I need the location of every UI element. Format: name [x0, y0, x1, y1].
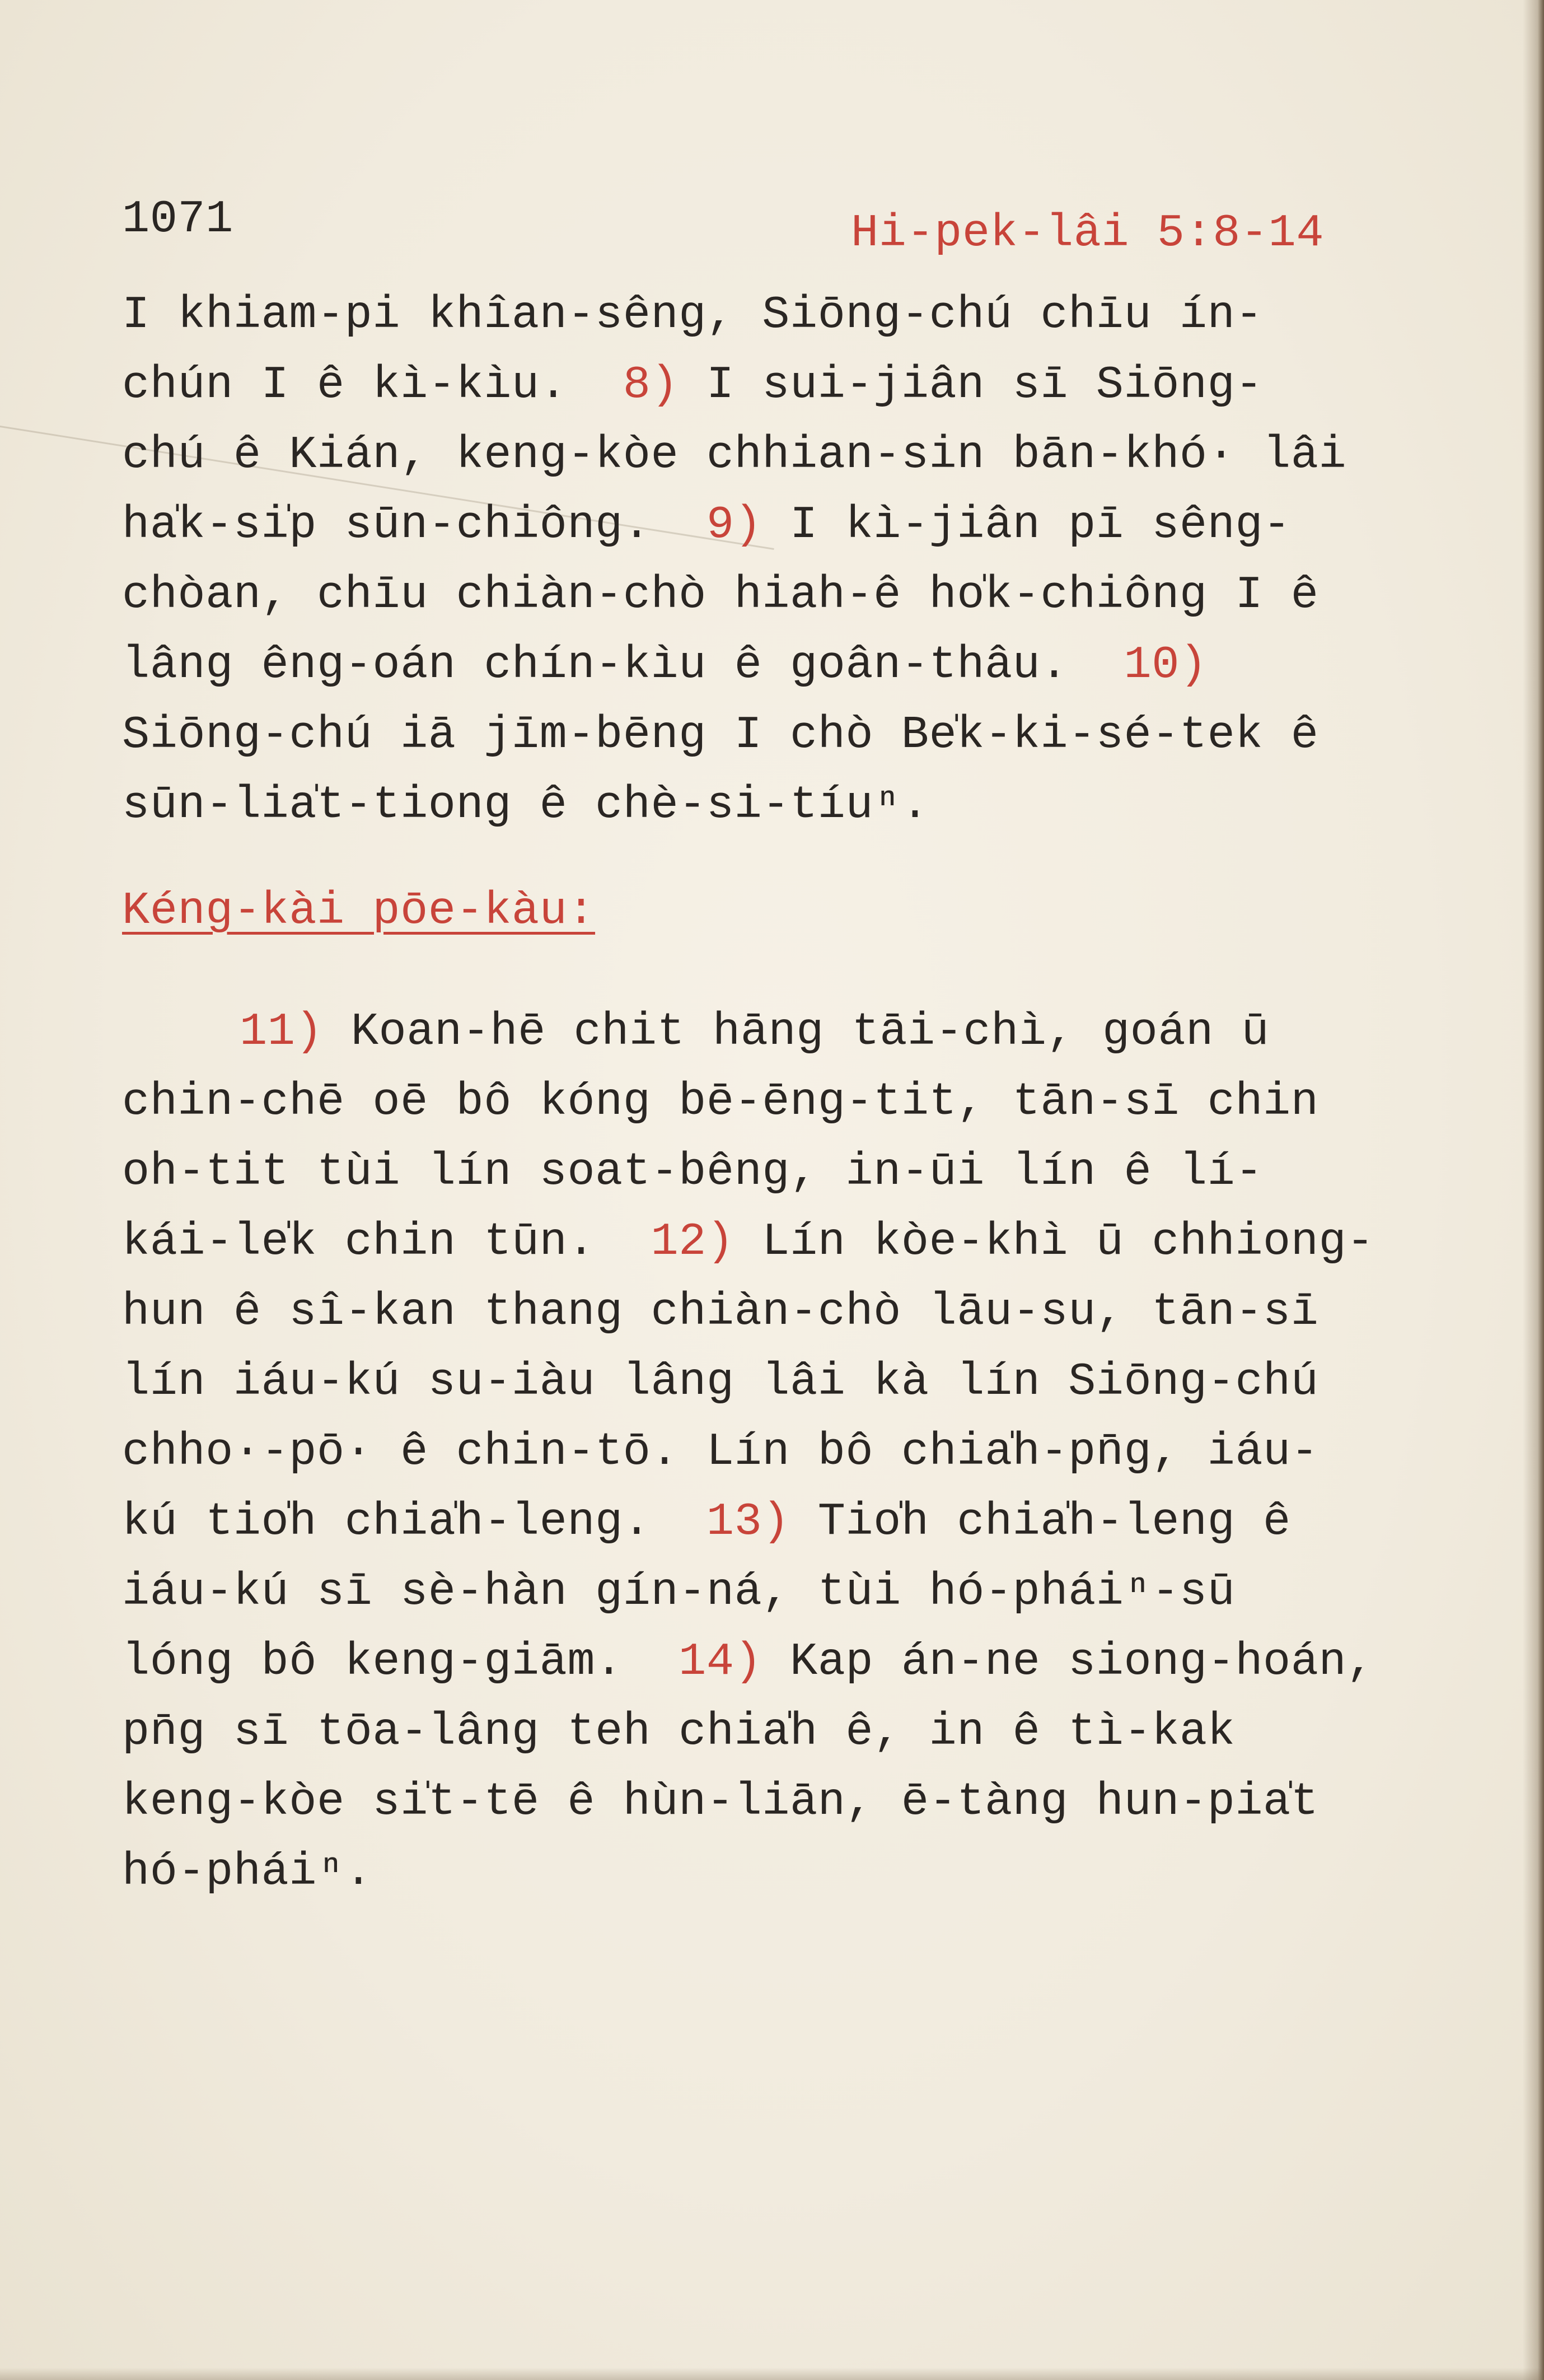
text-segment: Lín kòe-khì ū chhiong-	[734, 1216, 1374, 1268]
verse-number-8: 8)	[623, 359, 679, 411]
text-line: Siōng-chú iā jīm-bēng I chò Be̍k-ki-sé-tek ê	[122, 709, 1319, 761]
text-line: pn̄g sī tōa-lâng teh chia̍h ê, in ê tì-kak	[122, 1706, 1236, 1758]
text-line: hun ê sî-kan thang chiàn-chò lāu-su, tān-sī	[122, 1286, 1319, 1338]
paragraph-verses-11-14	[122, 997, 1466, 1907]
text-segment: Tio̍h chia̍h-leng ê	[790, 1496, 1291, 1548]
text-line: lín iáu-kú su-iàu lâng lâi kà lín Siōng-chú	[122, 1356, 1319, 1408]
text-line	[122, 490, 1410, 560]
text-segment: Kap án-ne siong-hoán,	[762, 1636, 1374, 1688]
text-line: keng-kòe si̍t-tē ê hùn-liān, ē-tàng hun-pia̍t	[122, 1776, 1319, 1828]
text-line	[122, 997, 1466, 1067]
text-line: chòan, chīu chiàn-chò hiah-ê ho̍k-chiông I ê	[122, 569, 1319, 621]
paragraph-verses-8-10	[122, 280, 1410, 840]
verse-number-14: 14)	[679, 1636, 762, 1688]
text-segment: I kì-jiân pī sêng-	[762, 499, 1291, 551]
text-segment: lóng bô keng-giām.	[122, 1636, 679, 1688]
running-head: Hi-pek-lâi 5:8-14	[851, 207, 1325, 259]
text-line: hó-pháiⁿ.	[122, 1846, 373, 1898]
text-line: oh-tit tùi lín soat-bêng, in-ūi lín ê lí-	[122, 1146, 1264, 1198]
verse-number-9: 9)	[706, 499, 762, 551]
text-line	[122, 1627, 1466, 1697]
verse-number-13: 13)	[706, 1496, 790, 1548]
text-line: I khiam-pi khîan-sêng, Siōng-chú chīu ín-	[122, 289, 1264, 341]
text-line: sūn-lia̍t-tiong ê chè-si-tíuⁿ.	[122, 779, 929, 831]
text-line: iáu-kú sī sè-hàn gín-ná, tùi hó-pháiⁿ-sū	[122, 1566, 1236, 1618]
text-segment: ha̍k-si̍p sūn-chiông.	[122, 499, 707, 551]
text-segment: Koan-hē chit hāng tāi-chì, goán ū	[323, 1006, 1270, 1058]
section-heading	[122, 885, 595, 937]
page-number: 1071	[122, 193, 233, 245]
text-line: chú ê Kián, keng-kòe chhian-sin bān-khó· lâi	[122, 429, 1347, 481]
text-segment: kái-le̍k chin tūn.	[122, 1216, 651, 1268]
page-bottom-shadow	[0, 2368, 1544, 2380]
text-line	[122, 1207, 1466, 1277]
text-segment: kú tio̍h chia̍h-leng.	[122, 1496, 707, 1548]
text-line	[122, 630, 1410, 700]
verse-number-11: 11)	[240, 1006, 324, 1058]
text-segment: lâng êng-oán chín-kìu ê goân-thâu.	[122, 639, 1124, 691]
text-segment: chún I ê kì-kìu.	[122, 359, 623, 411]
text-line: chin-chē oē bô kóng bē-ēng-tit, tān-sī chin	[122, 1076, 1319, 1128]
text-line: chho·-pō· ê chin-tō. Lín bô chia̍h-pn̄g, iáu-	[122, 1426, 1319, 1478]
verse-number-10: 10)	[1124, 639, 1208, 691]
text-line	[122, 1487, 1466, 1557]
text-segment: I sui-jiân sī Siōng-	[679, 359, 1264, 411]
page-edge-shadow	[1523, 0, 1544, 2380]
verse-number-12: 12)	[651, 1216, 734, 1268]
section-heading-text: Kéng-kài pōe-kàu:	[122, 885, 596, 937]
text-line	[122, 350, 1410, 420]
